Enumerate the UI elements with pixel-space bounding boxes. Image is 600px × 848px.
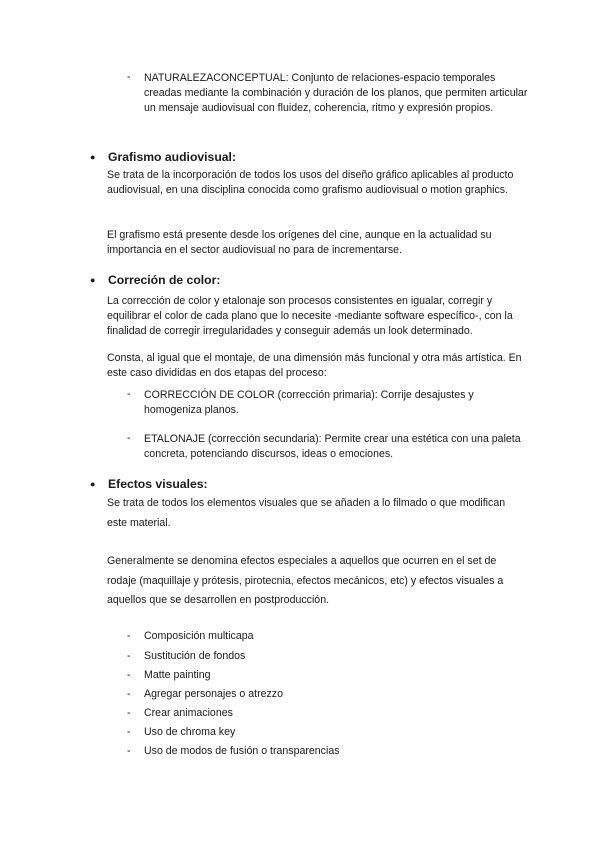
bullet-icon: ● <box>90 152 96 162</box>
list-dash: - <box>127 707 131 719</box>
list-item-text: Composición multicapa <box>144 630 254 642</box>
list-dash: - <box>127 688 131 700</box>
list-dash: - <box>127 71 131 83</box>
list-dash: - <box>127 650 131 662</box>
list-item <box>127 745 487 761</box>
efectos-paragraph-1: Se trata de todos los elementos visuales que se añaden a lo filmado o que modifican este material. <box>107 497 506 529</box>
list-item-text: Uso de chroma key <box>144 726 236 738</box>
list-item-text: Uso de modos de fusión o transparencias <box>144 745 340 757</box>
list-dash: - <box>127 432 131 444</box>
grafismo-paragraph-2: El grafismo está presente desde los orígenes del cine, aunque en la actualidad su importancia en el sector audiovisual no para de incrementarse. <box>107 229 492 257</box>
efectos-paragraph-2: Generalmente se denomina efectos especiales a aquellos que ocurren en el set de rodaje (maquillaje y prótesis, pirotecnia, efectos mecánicos, etc) y efectos visuales a aquellos que se desarrollen en postproducción. <box>107 555 504 606</box>
list-item <box>127 726 487 742</box>
bullet-icon: ● <box>90 275 96 285</box>
list-item <box>127 669 487 685</box>
list-dash: - <box>127 745 131 757</box>
list-item-text: Crear animaciones <box>144 707 233 719</box>
list-item <box>127 650 487 666</box>
grafismo-paragraph-1: Se trata de la incorporación de todos los usos del diseño gráfico aplicables al producto audiovisual, en una disciplina conocida como grafismo audiovisual o motion graphics. <box>107 169 514 197</box>
list-item-text: Sustitución de fondos <box>144 650 246 662</box>
list-item <box>127 707 487 723</box>
heading-text: Grafismo audiovisual: <box>108 150 236 164</box>
list-item <box>127 688 487 704</box>
heading-text: Correción de color: <box>108 273 221 287</box>
list-dash: - <box>127 726 131 738</box>
intro-item-text: NATURALEZACONCEPTUAL: Conjunto de relaciones-espacio temporales creadas mediante la combinación y duración de los planos, que permiten articular un mensaje audiovisual con fluidez, coherencia, ritmo y expresión propios. <box>144 72 528 115</box>
color-item-text: CORRECCIÓN DE COLOR (corrección primaria): Corrije desajustes y homogeniza planos. <box>144 389 474 417</box>
color-paragraph-2: Consta, al igual que el montaje, de una dimensión más funcional y otra más artística. En este caso divididas en dos etapas del proceso: <box>107 352 522 380</box>
bullet-icon: ● <box>90 479 96 489</box>
heading-text: Efectos visuales: <box>108 477 208 491</box>
color-item-text: ETALONAJE (corrección secundaria): Permite crear una estética con una paleta concreta, potenciando discursos, ideas o emociones. <box>144 433 521 461</box>
list-dash: - <box>127 630 131 642</box>
list-item-text: Matte painting <box>144 669 211 681</box>
list-dash: - <box>127 388 131 400</box>
color-paragraph-1: La corrección de color y etalonaje son procesos consistentes en igualar, corregir y equilibrar el color de cada plano que lo necesite -mediante software específico-, con la finalidad de corregir irregularidades y conseguir además un look determinado. <box>107 295 513 338</box>
list-item <box>127 630 487 646</box>
list-item-text: Agregar personajes o atrezzo <box>144 688 283 700</box>
list-dash: - <box>127 669 131 681</box>
